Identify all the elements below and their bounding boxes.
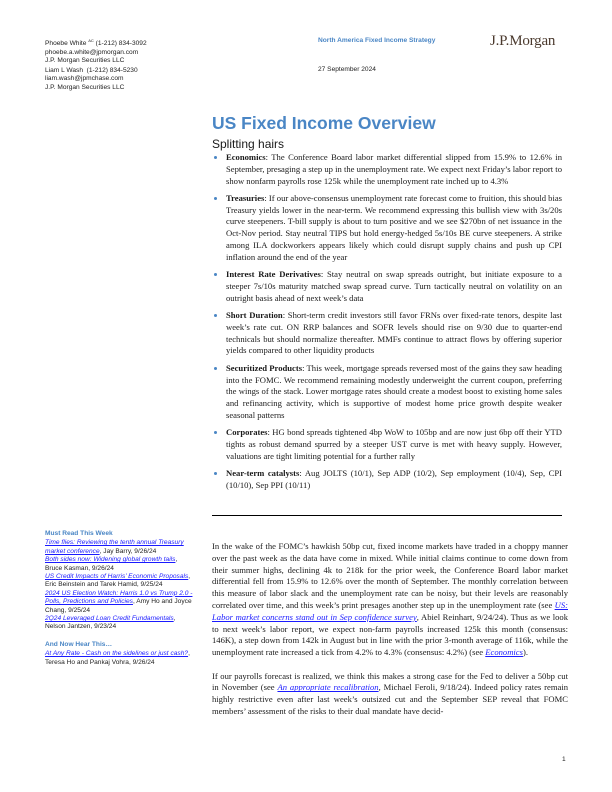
author-firm: J.P. Morgan Securities LLC bbox=[45, 83, 125, 91]
paragraph-text: , Michael Feroli, 9/18/24). Indeed policy rates remain highly restrictive even after last week’s outsized cut and the September SEP reveal that FOMC members’ assessment of the risks to their dual mandate have decid- bbox=[212, 682, 568, 716]
bullet-label: Treasuries bbox=[226, 192, 265, 203]
bullet-text: : Short-term credit investors still favor FRNs over fixed-rate tenors, despite last week’s rate cut. ON RRP balances and SOFR levels should rise on 9/30 due to quarter-end technicals but should normalize thereafter. MMFs continue to attract flows by offering superior yields compared to other liquidity products bbox=[226, 310, 563, 356]
ref-link-recalibration[interactable]: An appropriate recalibration bbox=[277, 682, 379, 693]
bullet-corporates bbox=[212, 427, 562, 462]
author-list bbox=[45, 37, 147, 94]
bullet-label: Corporates bbox=[226, 427, 268, 438]
ref-link-economics[interactable]: Economics bbox=[485, 647, 523, 658]
must-read-item bbox=[45, 556, 193, 573]
bullet-near-term-catalysts bbox=[212, 468, 562, 492]
analyst-cert-mark: AC bbox=[88, 38, 94, 43]
bullet-text: : Aug JOLTS (10/1), Sep ADP (10/2), Sep employment (10/4), Sep, CPI (10/10), Sep PPI (10/11) bbox=[226, 468, 563, 490]
author-phone: (1-212) 834-5230 bbox=[86, 66, 138, 74]
hear-this-item bbox=[45, 650, 193, 667]
author-firm: J.P. Morgan Securities LLC bbox=[45, 57, 125, 65]
bullet-icon bbox=[214, 156, 217, 159]
bullet-text: : HG bond spreads tightened 4bp WoW to 105bp and are now just 6bp off their YTD tights as robust demand spurred by a steeper UST curve is met with heavy supply. However, valuations are tight limiting potential for a further rally bbox=[226, 427, 562, 461]
citation-text: , Eric Beinstein and Tarek Hamid, 9/25/24 bbox=[45, 573, 191, 589]
paragraph-text: If our payrolls forecast is realized, we think this makes a strong case for the Fed to deliver a 50bp cut in November (see bbox=[212, 670, 568, 693]
page-number: 1 bbox=[562, 756, 566, 763]
bullet-icon bbox=[214, 472, 217, 475]
bullet-interest-rate-derivatives bbox=[212, 269, 562, 304]
bullet-icon bbox=[214, 314, 217, 317]
bullet-treasuries bbox=[212, 193, 562, 264]
author-name: Liam L Wash bbox=[45, 66, 83, 74]
section-divider bbox=[212, 515, 562, 516]
bullet-label: Near-term catalysts bbox=[226, 468, 300, 479]
author-phone: (1-212) 834-3092 bbox=[95, 40, 147, 47]
citation-text: , Teresa Ho and Pankaj Vohra, 9/26/24 bbox=[45, 650, 190, 666]
bullet-short-duration bbox=[212, 310, 562, 357]
bullet-icon bbox=[214, 367, 217, 370]
bullet-label: Economics bbox=[226, 152, 266, 162]
bullet-text: : Stay neutral on swap spreads outright, but initiate exposure to a steeper 7s/10s maturity matched swap spread curve. Turn tactically neutral on volatility on an outright basis ahead of next week’s data bbox=[226, 269, 562, 303]
author-liam-wash bbox=[45, 67, 147, 93]
author-name: Phoebe White bbox=[45, 40, 87, 47]
summary-bullets bbox=[212, 152, 562, 497]
bullet-text: : If our above-consensus unemployment rate forecast come to fruition, this should bias Treasury yields lower in the near-term. We recommend expressing this bullish view with 3s/20s curve steepeners. T-bill supply is about to turn positive and we see $270bn of net issuance in the Oct-Nov period. Stay neutral TIPS but hold energy-hedged 5s/10s BE curve steepeners. A strike among ILA dockworkers appears likely which could disrupt supply chains and push up CPI inflation around the end of the year bbox=[226, 192, 562, 262]
jpmorgan-logo: J.P.Morgan bbox=[490, 33, 556, 49]
bullet-securitized-products bbox=[212, 363, 562, 422]
body-paragraph-1 bbox=[212, 541, 568, 659]
sidebar bbox=[45, 530, 193, 667]
body-text bbox=[212, 541, 568, 729]
must-read-item bbox=[45, 573, 193, 590]
author-email[interactable]: liam.wash@jpmchase.com bbox=[45, 75, 124, 83]
author-email[interactable]: phoebe.a.white@jpmorgan.com bbox=[45, 48, 139, 56]
bullet-text: : The Conference Board labor market differential slipped from 15.9% to 12.6% in September, presaging a step up in the unemployment rate. We expect next Friday’s labor report to show nonfarm payrolls rose 125k while the unemployment rate inched up to 4.3% bbox=[226, 152, 562, 186]
must-read-item bbox=[45, 615, 193, 632]
must-read-item bbox=[45, 590, 193, 615]
bullet-icon bbox=[214, 431, 217, 434]
paragraph-text: , Abiel Reinhart, 9/24/24). Thus as we look to next week’s labor report, we expect non-farm payrolls increased 125k this month (consensus: 146K), a step down from 142k in August but in line with the prior 3-month average of 116k, while the unemployment rate increased a tick from 4.2% to 4.3% (consensus: 4.2%) (see bbox=[212, 611, 569, 658]
must-read-link[interactable]: Both sides now: Widening global growth tails bbox=[45, 556, 176, 564]
must-read-link[interactable]: 2Q24 Leveraged Loan Credit Fundamentals bbox=[45, 615, 174, 623]
bullet-label: Short Duration bbox=[226, 310, 283, 321]
must-read-item bbox=[45, 539, 193, 556]
citation-text: , Bruce Kasman, 9/26/24 bbox=[45, 556, 178, 572]
report-date: 27 September 2024 bbox=[318, 66, 376, 73]
page-title: US Fixed Income Overview bbox=[212, 113, 436, 133]
body-paragraph-2 bbox=[212, 671, 568, 718]
must-read-heading: Must Read This Week bbox=[45, 530, 113, 537]
bullet-icon bbox=[214, 197, 217, 200]
bullet-label: Securitized Products bbox=[226, 362, 303, 373]
must-read-link[interactable]: US Credit Impacts of Harris’ Economic Proposals bbox=[45, 573, 189, 581]
citation-text: , Nelson Jantzen, 9/23/24 bbox=[45, 615, 176, 631]
podcast-link[interactable]: At Any Rate - Cash on the sidelines or just cash? bbox=[45, 650, 189, 658]
bullet-label: Interest Rate Derivatives bbox=[226, 269, 321, 280]
bullet-economics bbox=[212, 152, 562, 187]
bullet-text: : This week, mortgage spreads reversed most of the gains they saw heading into the FOMC. We recommend remaining modestly underweight the current coupon, preferring the wings of the stack. Lower mortgage rates should create a modest boost to existing home sales and refinancing activity, which is supportive of modest home price growth despite weaker seasonal patterns bbox=[226, 362, 562, 420]
page-subtitle: Splitting hairs bbox=[212, 137, 285, 151]
must-read-link[interactable]: 2024 US Election Watch: Harris 1.0 vs Trump 2.0 - Polls, Predictions and Policies bbox=[45, 589, 193, 606]
bullet-icon bbox=[214, 273, 217, 276]
citation-text: , Jay Barry, 9/26/24 bbox=[99, 547, 157, 555]
ref-link-labor-market[interactable]: US: Labor market concerns stand out in Sep confidence survey bbox=[212, 599, 568, 622]
paragraph-text: ). bbox=[522, 647, 528, 658]
must-read-link[interactable]: Time flies: Reviewing the tenth annual Treasury market conference bbox=[45, 539, 184, 555]
hear-this-heading: And Now Hear This… bbox=[45, 640, 113, 648]
spacer bbox=[45, 632, 193, 641]
citation-text: , Amy Ho and Joyce Chang, 9/25/24 bbox=[45, 598, 192, 614]
author-phoebe-white bbox=[45, 37, 147, 66]
paragraph-text: In the wake of the FOMC’s hawkish 50bp cut, fixed income markets have traded in a choppy manner over the past week as the data have come in mixed. While initial claims continue to come down from their summer highs, declining 4k to 218k for the prior week, the Conference Board labor market differential fell from 15.9% to 12.6% over the month of September. The monthly correlation between this measure of labor slack and the unemployment rate can be noisy, but their levels are reasonably correlated over time, and this week’s print presages another step up in the unemployment rate (see bbox=[212, 541, 568, 610]
department-label: North America Fixed Income Strategy bbox=[318, 37, 436, 44]
